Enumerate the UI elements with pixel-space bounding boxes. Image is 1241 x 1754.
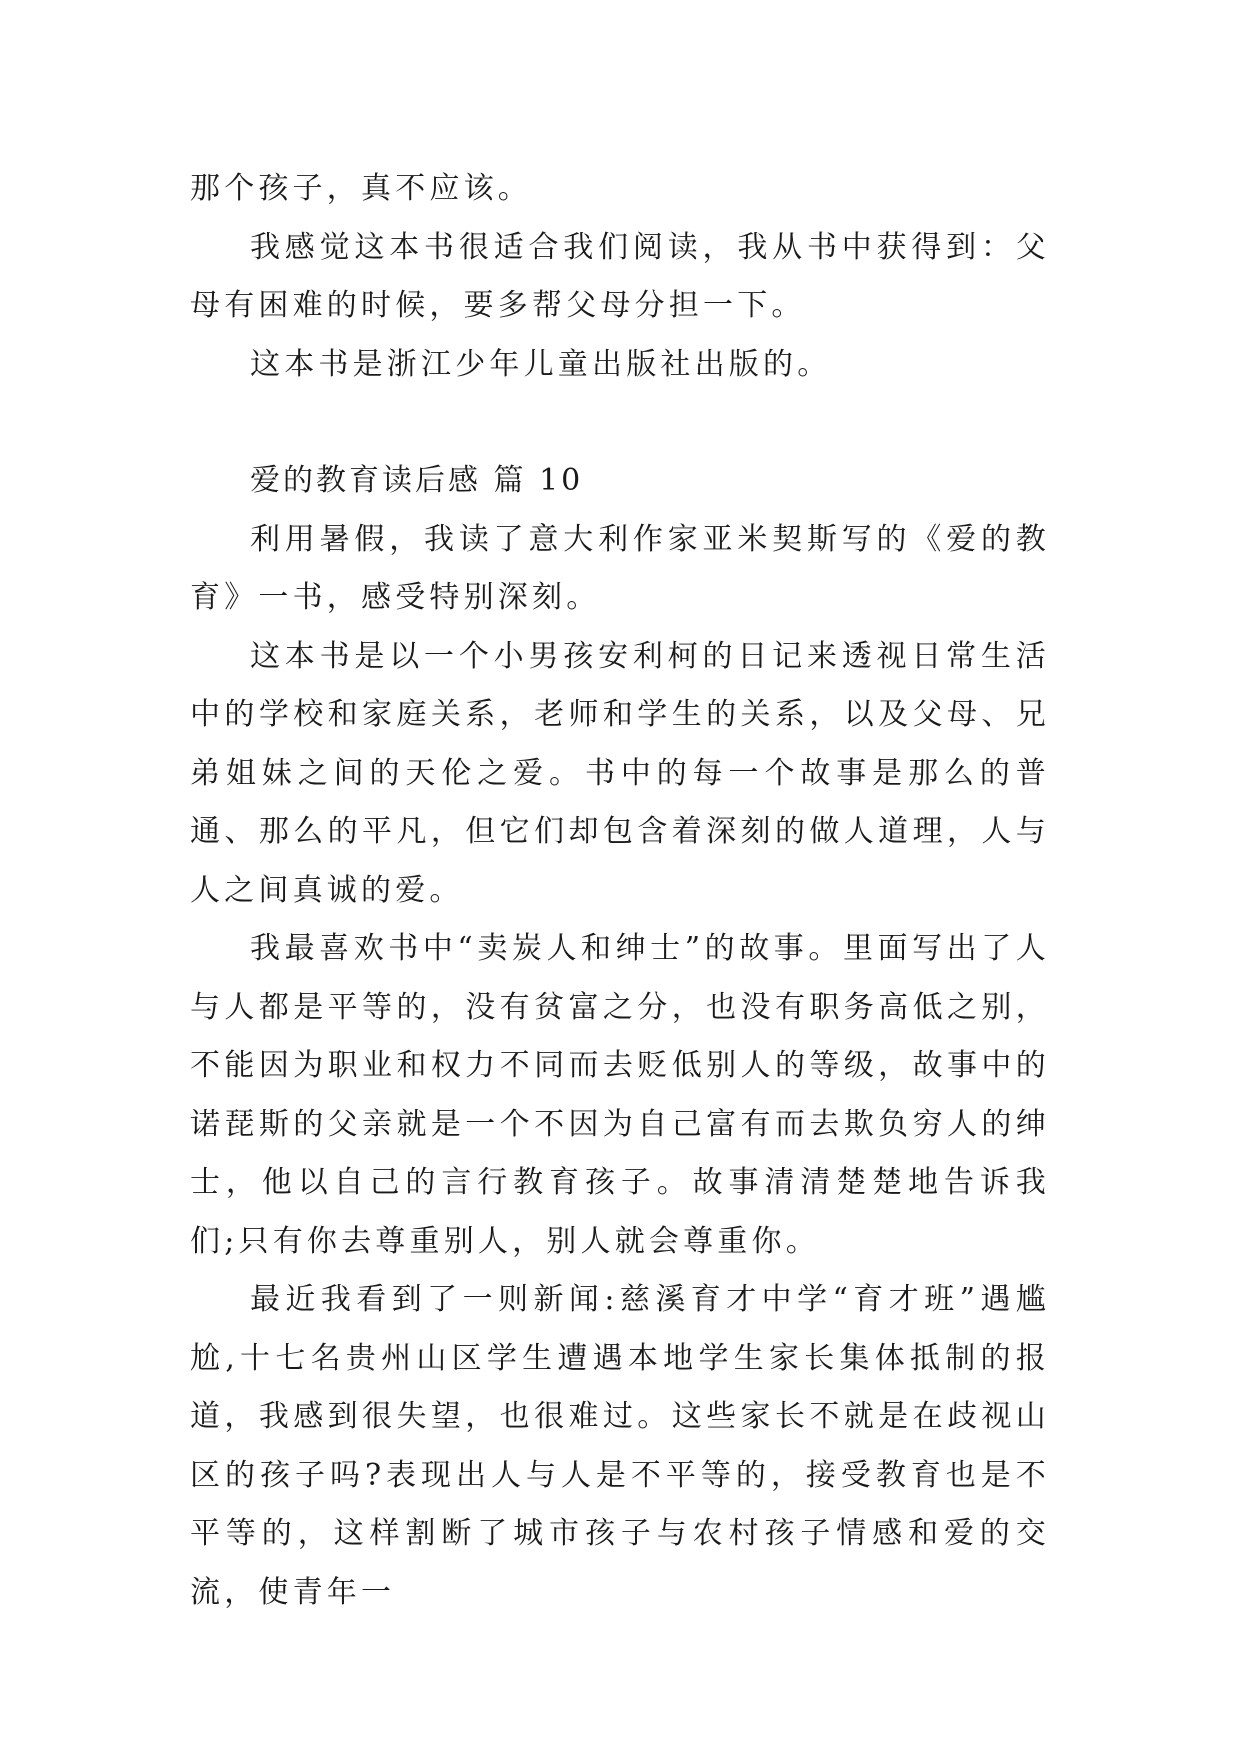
paragraph: 我最喜欢书中“卖炭人和绅士”的故事。里面写出了人与人都是平等的，没有贫富之分，也没有职务高低之别，不能因为职业和权力不同而去贬低别人的等级，故事中的诺琵斯的父亲就是一个不因为自己富有而去欺负穷人的绅士，他以自己的言行教育孩子。故事清清楚楚地告诉我们;只有你去尊重别人，别人就会尊重你。 xyxy=(190,931,1050,1259)
paragraph: 最近我看到了一则新闻:慈溪育才中学“育才班”遇尴尬,十七名贵州山区学生遭遇本地学生家长集体抵制的报道，我感到很失望，也很难过。这些家长不就是在歧视山区的孩子吗?表现出人与人是不平等的，接受教育也是不平等的，这样割断了城市孩子与农村孩子情感和爱的交流，使青年一 xyxy=(190,1282,1050,1610)
paragraph: 我感觉这本书很适合我们阅读，我从书中获得到：父母有困难的时候，要多帮父母分担一下。 xyxy=(190,229,1050,323)
paragraph: 这本书是浙江少年儿童出版社出版的。 xyxy=(250,346,832,382)
paragraph: 那个孩子，真不应该。 xyxy=(190,171,532,206)
document-body xyxy=(190,160,1050,1622)
paragraph: 利用暑假，我读了意大利作家亚米契斯写的《爱的教育》一书，感受特别深刻。 xyxy=(190,521,1050,615)
section-heading: 爱的教育读后感 篇 10 xyxy=(250,463,584,498)
paragraph: 这本书是以一个小男孩安利柯的日记来透视日常生活中的学校和家庭关系，老师和学生的关系，以及父母、兄弟姐妹之间的天伦之爱。书中的每一个故事是那么的普通、那么的平凡，但它们却包含着深刻的做人道理，人与人之间真诚的爱。 xyxy=(190,638,1050,908)
